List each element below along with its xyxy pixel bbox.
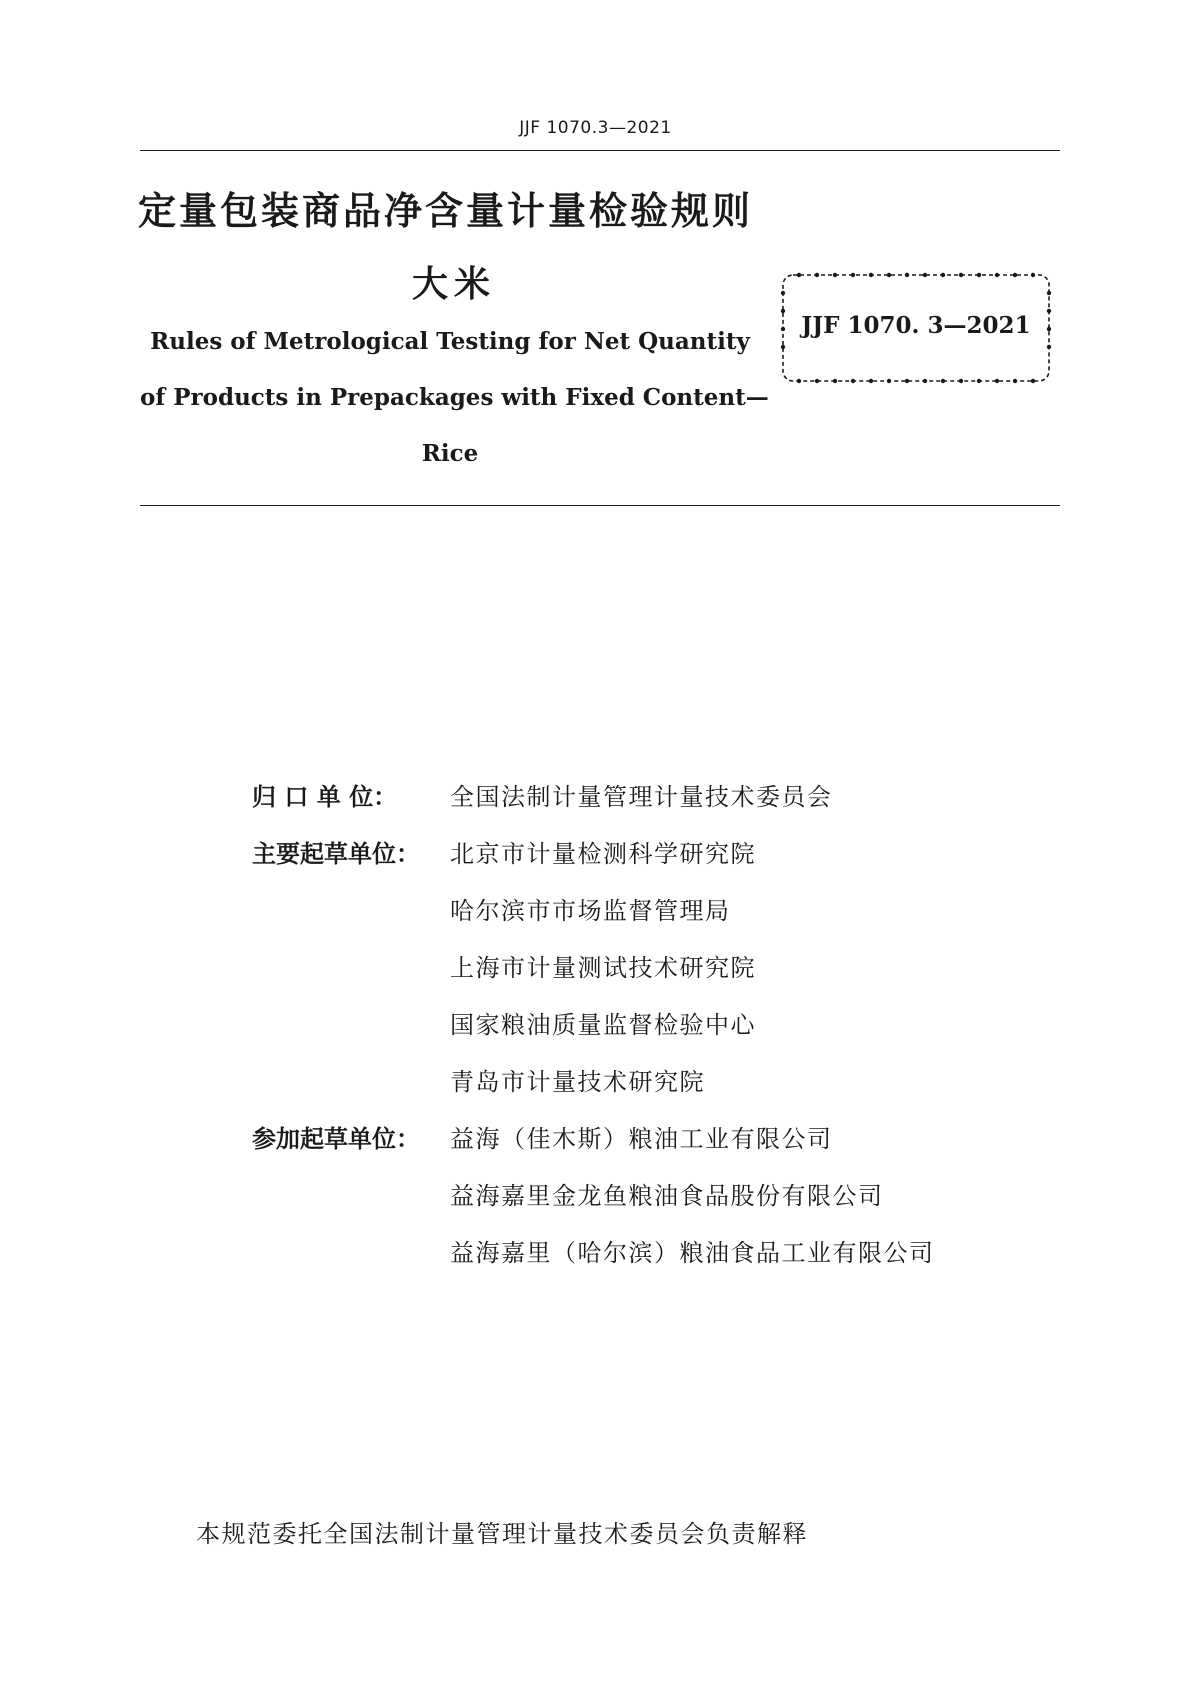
participating-drafting-label: 参加起草单位： [252, 1125, 420, 1153]
responsible-unit-value: 全国法制计量管理计量技术委员会 [450, 783, 833, 811]
border-dot [1013, 379, 1017, 383]
border-dot [781, 345, 785, 349]
standard-code-box-text: JJF 1070. 3—2021 [801, 312, 1031, 339]
border-dot [959, 273, 963, 277]
border-dot [887, 273, 891, 277]
document-title-en-line-3: Rice [421, 440, 479, 467]
border-dot [1047, 291, 1051, 295]
border-dot [1013, 273, 1017, 277]
border-dot [833, 379, 837, 383]
document-subtitle-cn: 大米 [412, 264, 497, 305]
main-drafting-unit: 国家粮油质量监督检验中心 [450, 1011, 756, 1039]
responsible-unit-label: 归 口 单 位： [252, 783, 398, 811]
standard-code-box [775, 267, 1057, 389]
border-dot [887, 379, 891, 383]
border-dot [851, 379, 855, 383]
main-drafting-unit: 上海市计量测试技术研究院 [450, 954, 756, 982]
border-dot [1031, 273, 1035, 277]
border-dot [923, 379, 927, 383]
border-dot [905, 273, 909, 277]
main-drafting-unit: 青岛市计量技术研究院 [450, 1068, 705, 1096]
border-dot [781, 291, 785, 295]
border-dot [851, 273, 855, 277]
border-dot [797, 379, 801, 383]
participating-drafting-unit: 益海嘉里金龙鱼粮油食品股份有限公司 [450, 1182, 884, 1210]
participating-drafting-unit: 益海（佳木斯）粮油工业有限公司 [450, 1125, 833, 1153]
border-dot [923, 273, 927, 277]
border-dot [833, 273, 837, 277]
border-dot [1031, 379, 1035, 383]
border-dot [1047, 345, 1051, 349]
border-dot [869, 379, 873, 383]
main-drafting-unit: 北京市计量检测科学研究院 [450, 840, 756, 868]
border-dot [959, 379, 963, 383]
title-rule [140, 505, 1060, 506]
main-drafting-unit: 哈尔滨市市场监督管理局 [450, 897, 731, 925]
border-dot [815, 379, 819, 383]
document-title-en-line-2: of Products in Prepackages with Fixed Content— [140, 384, 769, 411]
border-dot [815, 273, 819, 277]
main-drafting-label: 主要起草单位： [252, 840, 420, 868]
border-dot [995, 273, 999, 277]
border-dot [905, 379, 909, 383]
border-dot [941, 273, 945, 277]
participating-drafting-unit: 益海嘉里（哈尔滨）粮油食品工业有限公司 [450, 1239, 935, 1267]
border-dot [797, 273, 801, 277]
border-dot [995, 379, 999, 383]
document-title-en-line-1: Rules of Metrological Testing for Net Quantity [150, 328, 750, 355]
border-dot [977, 273, 981, 277]
header-rule [140, 150, 1060, 151]
border-dot [941, 379, 945, 383]
border-dot [869, 273, 873, 277]
border-dot [977, 379, 981, 383]
header-standard-code: JJF 1070.3—2021 [519, 118, 672, 138]
document-title-cn: 定量包装商品净含量计量检验规则 [138, 189, 754, 233]
interpretation-note: 本规范委托全国法制计量管理计量技术委员会负责解释 [196, 1520, 808, 1548]
